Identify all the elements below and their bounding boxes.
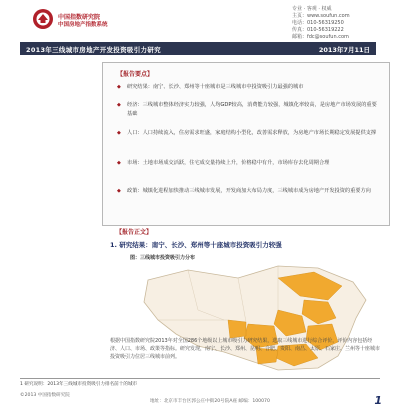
report-date: 2013年7月11日 [318, 45, 370, 54]
contact-info [292, 6, 350, 41]
footer-copyright: ©2013 中国指数研究院 [20, 393, 70, 398]
section-title: 1. 研究结果：南宁、长沙、郑州等十座城市投资吸引力较强 [110, 241, 282, 249]
bullet-icon: ◆ [117, 160, 121, 166]
contact-line: 传真：010-56319222 [292, 27, 344, 33]
page-footer [0, 392, 400, 410]
footnote: 1 研究说明：2013年三线城市投资吸引力排名前十的城市 [20, 378, 380, 387]
body-paragraph: 根据中国指数研究院2013年对全国286个地级以上城市吸引力研究结果，选取三线城市进行综合评价，评价内容包括经济、人口、市场、政策等指标。研究发现，南宁、长沙、郑州、昆明、合肥、贵阳、南昌、太原、石家庄、兰州等十座城市投资吸引力位居三线城市前列。 [110, 338, 381, 360]
org-subname: 中国房地产指数系统 [58, 22, 108, 28]
page-number: 1 [374, 394, 382, 407]
body-heading: 【报告正文】 [116, 229, 153, 236]
bullet-icon: ◆ [117, 188, 121, 194]
report-title: 2013年三线城市房地产开发投资吸引力研究 [26, 45, 161, 54]
contact-line: 邮箱：fdc@soufun.com [292, 34, 349, 40]
page-header [0, 0, 400, 40]
bullet-icon: ◆ [117, 130, 121, 136]
summary-heading: 【报告要点】 [117, 71, 154, 78]
report-title-bar [20, 42, 376, 55]
org-logo-icon [32, 8, 54, 30]
figure-caption: 图：三线城市投资吸引力分布 [130, 255, 196, 261]
contact-line: 专业 · 客观 · 权威 [292, 6, 332, 12]
bullet-icon: ◆ [117, 84, 121, 90]
contact-line: 主页：www.soufun.com [292, 13, 350, 19]
org-name: 中国指数研究院 [58, 14, 101, 21]
footer-address: 地址：北京市丰台区郭公庄中街20号院A座 邮编：100070 [150, 399, 270, 404]
map-region-highlight [228, 320, 246, 338]
bullet-icon: ◆ [117, 102, 121, 108]
contact-line: 电话：010-56319250 [292, 20, 344, 26]
summary-box: 【报告要点】 ◆ 研究结果：南宁、长沙、郑州等十座城市是三线城市中投资吸引力最强的城市 ◆ 经济：三线城市整体经济实力较强，人均GDP较高，消费能力较强，城镇化率较高，是房地产市场发展的重要基础 ◆ 人口：人口持续流入，住房需求旺盛，家庭结构小型化，改善需求释放，为房地产市场长期稳定发展提供支撑 ◆ 市场：土地市场成交活跃，住宅成交量持续上升，价格稳中有升，市场库存去化周期合理 ◆ 政策：城镇化进程加快推动三线城市发展，开发商加大布局力度，三线城市成为房地产开发投资的重要方向 [102, 62, 390, 226]
